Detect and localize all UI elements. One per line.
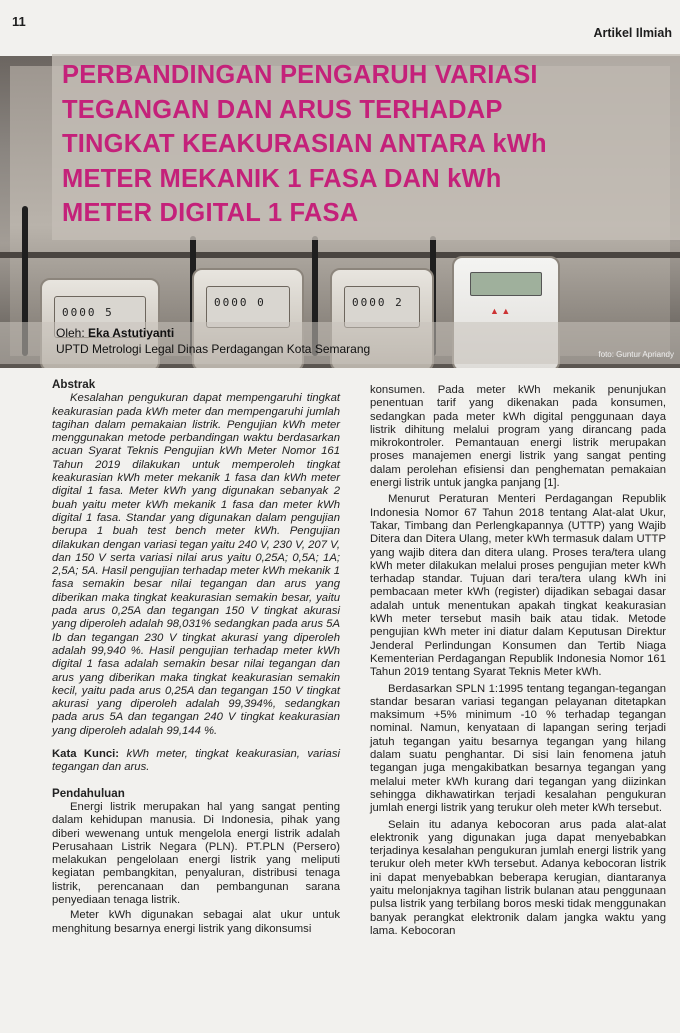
meter-reading: 0000 0 xyxy=(214,296,266,309)
photo-credit: foto: Guntur Apriandy xyxy=(598,350,674,359)
title-line: METER MEKANIK 1 FASA DAN kWh xyxy=(62,164,502,193)
author-name: Eka Astutiyanti xyxy=(88,326,175,340)
byline-prefix: Oleh: xyxy=(56,326,89,340)
keywords xyxy=(52,748,340,775)
meter-reading: 0000 5 xyxy=(62,306,114,319)
mounting-rail xyxy=(0,252,680,258)
paragraph: Energi listrik merupakan hal yang sangat penting dalam kehidupan manusia. Di Indonesia, pihak yang diberi wewenang untuk mengelola energi listrik adalah Perusahaan Listrik Negara (PLN). PT.PLN (Persero) melakukan pengelolaan energi listrik yang meliputi kegiatan pembangkitan, penyaluran, distribusi tenaga listrik, perencanaan dan pembangunan sarana penyediaan tenaga listrik. xyxy=(52,800,340,906)
title-line: TEGANGAN DAN ARUS TERHADAP xyxy=(62,95,503,124)
title-line: TINGKAT KEAKURASIAN ANTARA kWh xyxy=(62,130,547,158)
meter-brand-mark: ▲ ▲ xyxy=(490,306,511,316)
paragraph: Menurut Peraturan Menteri Perdagangan Republik Indonesia Nomor 67 Tahun 2018 tentang Alat-alat Ukur, Takar, Timbang dan Perlengkapannya (UTTP) yang Wajib Ditera dan Ditera Ulang, meter kWh termasuk dalam UTTP yang wajib ditera dan ditera ulang. Proses tera/tera ulang kWh meter dilakukan melalui proses pengujian meter kWh terhadap standar. Tujuan dari tera/tera ulang kWh ini pembacaan meter kWh (register) dijadikan sebagai dasar adalah untuk menentukan apakah tingkat keakurasian kWh meter tersebut masih baik atau tidak. Metode pengujian kWh meter ini diatur dalam Keputusan Direktur Jenderal Perlindungan Konsumen dan Tertib Niaga Kementerian Perdagangan Republik Indonesia Nomor 161 Tahun 2019 tentang Syarat Teknis Meter kWh. xyxy=(370,493,666,679)
abstract-text: Kesalahan pengukuran dapat mempengaruhi tingkat keakurasian pada kWh meter dan mempengaruhi jumlah tagihan dalam pemakaian listrik. Pengujian kWh meter menggunakan metode perbandingan waktu berdasarkan acuan Syarat Teknis Pengujian kWh Meter Nomor 161 Tahun 2019 dilakukan untuk memperoleh tingkat keakurasian kWh meter mekanik 1 fasa dan kWh meter digital 1 fasa. Meter kWh yang digunakan sebanyak 2 buah yaitu meter kWh mekanik 1 fasa dan meter kWh digital 1 fasa. Standar yang digunakan dalam pengujian berupa 1 buah test bench meter kWh. Pengujian dilakukan dengan variasi tegan yaitu 240 V, 230 V, 207 V, dan 150 V serta variasi nilai arus yaitu 0,25A; 0,5A; 1A; 2,5A; 5A. Hasil pengujian terhadap meter kWh mekanik 1 fasa semakin besar nilai tegangan dan arus yang diberikan maka tingkat keakurasian semakin besar, yaitu pada arus 0,25A dan tegangan 150 V tingkat akurasi yang diperoleh adalah 98,031% sedangkan pada arus 5A Ib dan tegangan 230 V tingkat akurasi yang diperoleh adalah 99,940 %. Hasil pengujian terhadap meter kWh digital 1 fasa adalah semakin besar nilai tegangan dan arus yang diberikan maka tingkat keakurasian semakin kecil, yaitu pada arus 0,25A dan tegangan 150 V tingkat akurasi yang diperoleh adalah 99,394%, sedangkan pada arus 5A dan tegangan 240 V tingkat keakurasian yang diperoleh adalah 99,144 %. xyxy=(52,392,340,737)
meter-reading: 0000 2 xyxy=(352,296,404,309)
paragraph: Berdasarkan SPLN 1:1995 tentang tegangan-tegangan standar besaran variasi tegangan pelayanan ditetapkan maksimum +5% minimum -10 % terhadap tegangan nominal. Namun, kenyataan di lapangan sering terjadi jatuh tegangan yaitu besarnya tegangan yang hilang dalam suatu penghantar. Di sisi lain fenomena jatuh tegangan juga mengakibatkan besarnya tegangan yang melalui meter kWh kurang dari tegangan yang diizinkan sehingga dikhawatirkan terjadi kesalahan pengukuran jumlah energi listrik yang terukur oleh meter kWh tersebut. xyxy=(370,682,666,815)
article-title xyxy=(62,58,672,231)
author-affiliation: UPTD Metrologi Legal Dinas Perdagangan Kota Semarang xyxy=(56,342,371,356)
keywords-text: kWh meter, tingkat keakurasian, variasi tegangan dan arus. xyxy=(52,748,340,774)
left-column xyxy=(52,378,340,936)
paragraph: konsumen. Pada meter kWh mekanik penunjukan penentuan tarif yang dikenakan pada konsumen, sedangkan pada meter kWh digital penggunaan daya listrik dihitung melalui program yang dirancang pada mikrokontroler. Pemantauan energi listrik merupakan proses manajemen energi listrik yang sangat penting dalam perolehan efisiensi dan penghematan pemakaian energi listrik untuk jangka panjang [1]. xyxy=(370,384,666,490)
right-column xyxy=(370,384,666,938)
byline xyxy=(56,326,174,341)
paragraph: Meter kWh digunakan sebagai alat ukur untuk menghitung besarnya energi listrik yang dikonsumsi xyxy=(52,909,340,935)
abstract-heading: Abstrak xyxy=(52,378,96,391)
section-label: Artikel Ilmiah xyxy=(593,26,672,40)
title-line: METER DIGITAL 1 FASA xyxy=(62,199,359,227)
lcd-display xyxy=(470,272,542,296)
introduction-heading: Pendahuluan xyxy=(52,786,125,800)
page-number: 11 xyxy=(12,14,26,29)
title-line: PERBANDINGAN PENGARUH VARIASI xyxy=(62,61,538,89)
paragraph: Selain itu adanya kebocoran arus pada alat-alat elektronik yang digunakan juga dapat menyebabkan terjadinya kesalahan pengukuran jumlah energi listrik yang terukur oleh meter kWh tersebut. Adanya kebocoran listrik ini dapat menyebabkan beberapa kerugian, diantaranya yaitu melonjaknya tagihan listrik bulanan atau penggunaan pulsa listrik yang terbilang boros meski tidak menggunakan banyak perangkat elektronik dalam jangka waktu yang lama. Kebocoran xyxy=(370,818,666,937)
keywords-label: Kata Kunci: xyxy=(52,748,120,761)
